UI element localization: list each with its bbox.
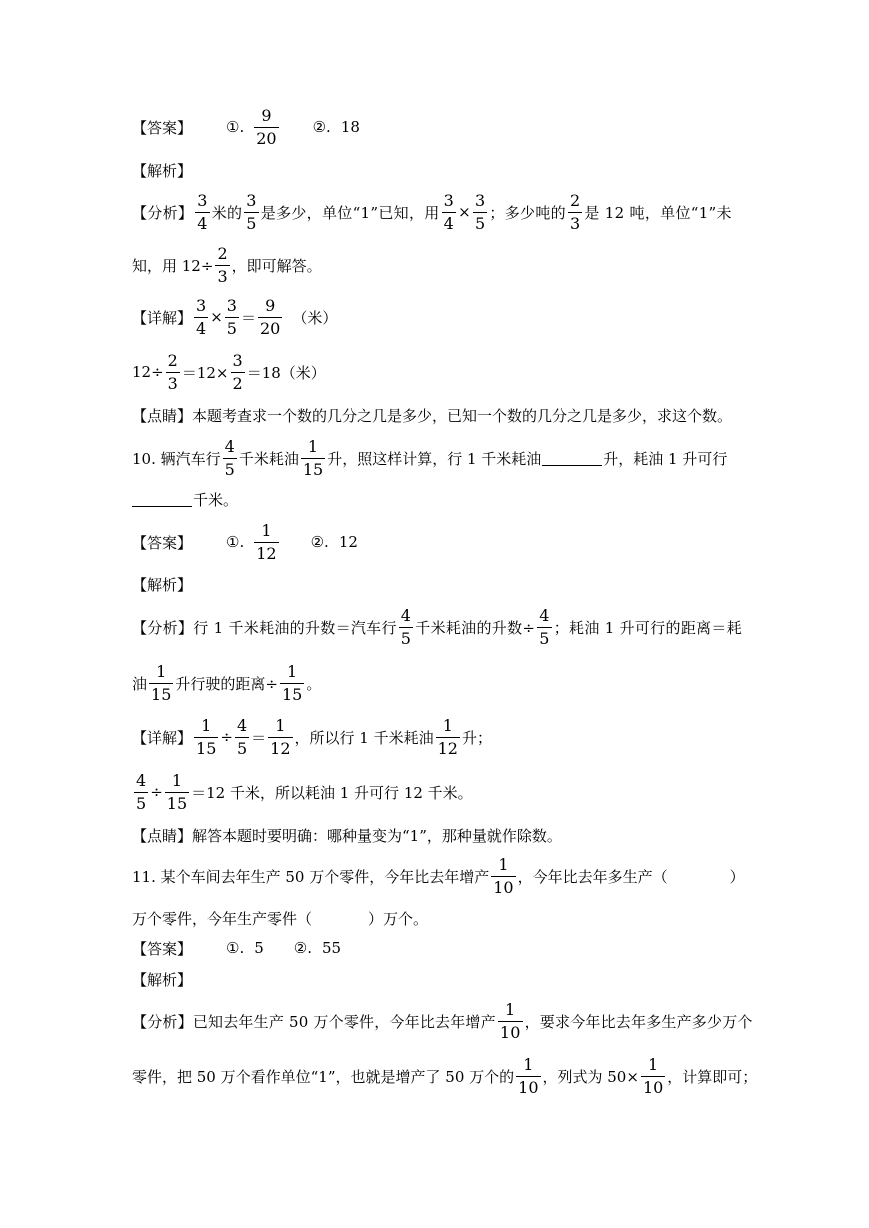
- fraction: $\frac{1}{10}$: [518, 1054, 539, 1097]
- fraction: $\frac{1}{15}$: [196, 715, 217, 758]
- fraction: $\frac{3}{4}$: [443, 190, 455, 233]
- fraction: $\frac{2}{3}$: [217, 243, 228, 286]
- fraction: $\frac{3}{5}$: [246, 190, 257, 233]
- q9-xiangjie-line1: 【详解】 $\frac{3}{4}$ × $\frac{3}{5}$ ＝ $\frac{9}{20}$ （米）: [132, 295, 338, 338]
- fraction: $\frac{1}{12}$: [256, 520, 277, 563]
- fraction: $\frac{1}{15}$: [166, 770, 188, 813]
- q9-dianjing: 【点睛】本题考查求一个数的几分之几是多少，已知一个数的几分之几是多少，求这个数。: [132, 406, 733, 425]
- fraction: $\frac{2}{3}$: [167, 350, 178, 393]
- q10-question-line2: 千米。: [132, 486, 238, 512]
- q10-answer: 【答案】 ①. $\frac{1}{12}$ ②. 12: [132, 520, 358, 563]
- q11-question-line2: 万个零件，今年生产零件（ ）万个。: [132, 909, 429, 928]
- fraction: $\frac{4}{5}$: [236, 715, 248, 758]
- fraction: $\frac{9}{20}$: [256, 105, 277, 148]
- q9-answer: [132, 97, 360, 157]
- fraction: $\frac{4}{5}$: [136, 770, 147, 813]
- fraction: $\frac{9}{20}$: [259, 295, 281, 338]
- answer-blank[interactable]: [132, 491, 192, 507]
- fraction: $\frac{4}{5}$: [539, 605, 550, 648]
- fraction: $\frac{1}{10}$: [493, 854, 514, 897]
- fraction: $\frac{1}{12}$: [270, 715, 291, 758]
- fraction: $\frac{1}{10}$: [499, 999, 521, 1042]
- fraction: $\frac{2}{3}$: [569, 190, 581, 233]
- fraction: $\frac{3}{5}$: [474, 190, 486, 233]
- q10-jiexi: 【解析】: [132, 575, 193, 594]
- q9-xiangjie-line2: 12÷ $\frac{2}{3}$ ＝12× $\frac{3}{2}$ ＝18（米）: [132, 350, 326, 393]
- q10-xiangjie-line1: 【详解】 $\frac{1}{15}$ ÷ $\frac{4}{5}$ ＝ $\frac{1}{12}$ ，所以行 1 千米耗油 $\frac{1}{12}$ 升；: [132, 715, 492, 758]
- q11-answer: 【答案】 ①. 5 ②. 55: [132, 939, 342, 958]
- fraction: $\frac{3}{4}$: [196, 295, 207, 338]
- q9-fenxi-line1: 【分析】 $\frac{3}{4}$ 米的 $\frac{3}{5}$ 是多少，单位“1”已知，用 $\frac{3}{4}$ × $\frac{3}{5}$ ；多少吨的 $\frac{2}{3}$ 是 12 吨，单位“1”未: [132, 190, 732, 233]
- fraction: $\frac{1}{12}$: [437, 715, 458, 758]
- q11-fenxi-line2: 零件，把 50 万个看作单位“1”，也就是增产了 50 万个的 $\frac{1}{10}$ ，列式为 50× $\frac{1}{10}$ ，计算即可；: [132, 1054, 758, 1097]
- fraction: $\frac{1}{15}$: [281, 661, 303, 704]
- fraction: $\frac{1}{15}$: [151, 661, 172, 704]
- fraction: $\frac{3}{4}$: [197, 190, 208, 233]
- fraction: $\frac{1}{10}$: [642, 1054, 664, 1097]
- q10-fenxi-line2: 油 $\frac{1}{15}$ 升行驶的距离÷ $\frac{1}{15}$ 。: [132, 661, 322, 704]
- q11-question-line1: 11. 某个车间去年生产 50 万个零件，今年比去年增产 $\frac{1}{10}$ ，今年比去年多生产（ ）: [132, 854, 745, 897]
- q10-dianjing: 【点睛】解答本题时要明确：哪种量变为“1”，那种量就作除数。: [132, 826, 562, 845]
- q9-jiexi: 【解析】: [132, 161, 193, 180]
- fraction: $\frac{3}{2}$: [232, 350, 243, 393]
- fraction: $\frac{4}{5}$: [224, 436, 235, 479]
- answer-value-2: 18: [340, 118, 360, 136]
- q11-fenxi-line1: 【分析】 已知去年生产 50 万个零件，今年比去年增产 $\frac{1}{10}$ ，要求今年比去年多生产多少万个: [132, 999, 753, 1042]
- answer-blank[interactable]: [542, 450, 602, 466]
- q11-jiexi: 【解析】: [132, 970, 193, 989]
- answer-marker-1: ①.: [226, 118, 245, 136]
- q10-fenxi-line1: 【分析】 行 1 千米耗油的升数＝汽车行 $\frac{4}{5}$ 千米耗油的升数÷ $\frac{4}{5}$ ；耗油 1 升可行的距离＝耗: [132, 605, 743, 648]
- answer-marker-2: ②.: [312, 118, 331, 136]
- fraction: $\frac{1}{15}$: [302, 436, 324, 479]
- fraction: $\frac{4}{5}$: [400, 605, 412, 648]
- answer-tag: 【答案】: [132, 118, 193, 137]
- q10-question-line1: 10. 辆汽车行 $\frac{4}{5}$ 千米耗油 $\frac{1}{15}$ 升，照这样计算，行 1 千米耗油 升，耗油 1 升可行: [132, 436, 728, 479]
- q10-xiangjie-line2: $\frac{4}{5}$ ÷ $\frac{1}{15}$ ＝12 千米，所以耗油 1 升可行 12 千米。: [136, 770, 473, 813]
- fraction: $\frac{3}{5}$: [226, 295, 237, 338]
- q9-fenxi-line2: 知，用 12÷ $\frac{2}{3}$ ，即可解答。: [132, 243, 322, 286]
